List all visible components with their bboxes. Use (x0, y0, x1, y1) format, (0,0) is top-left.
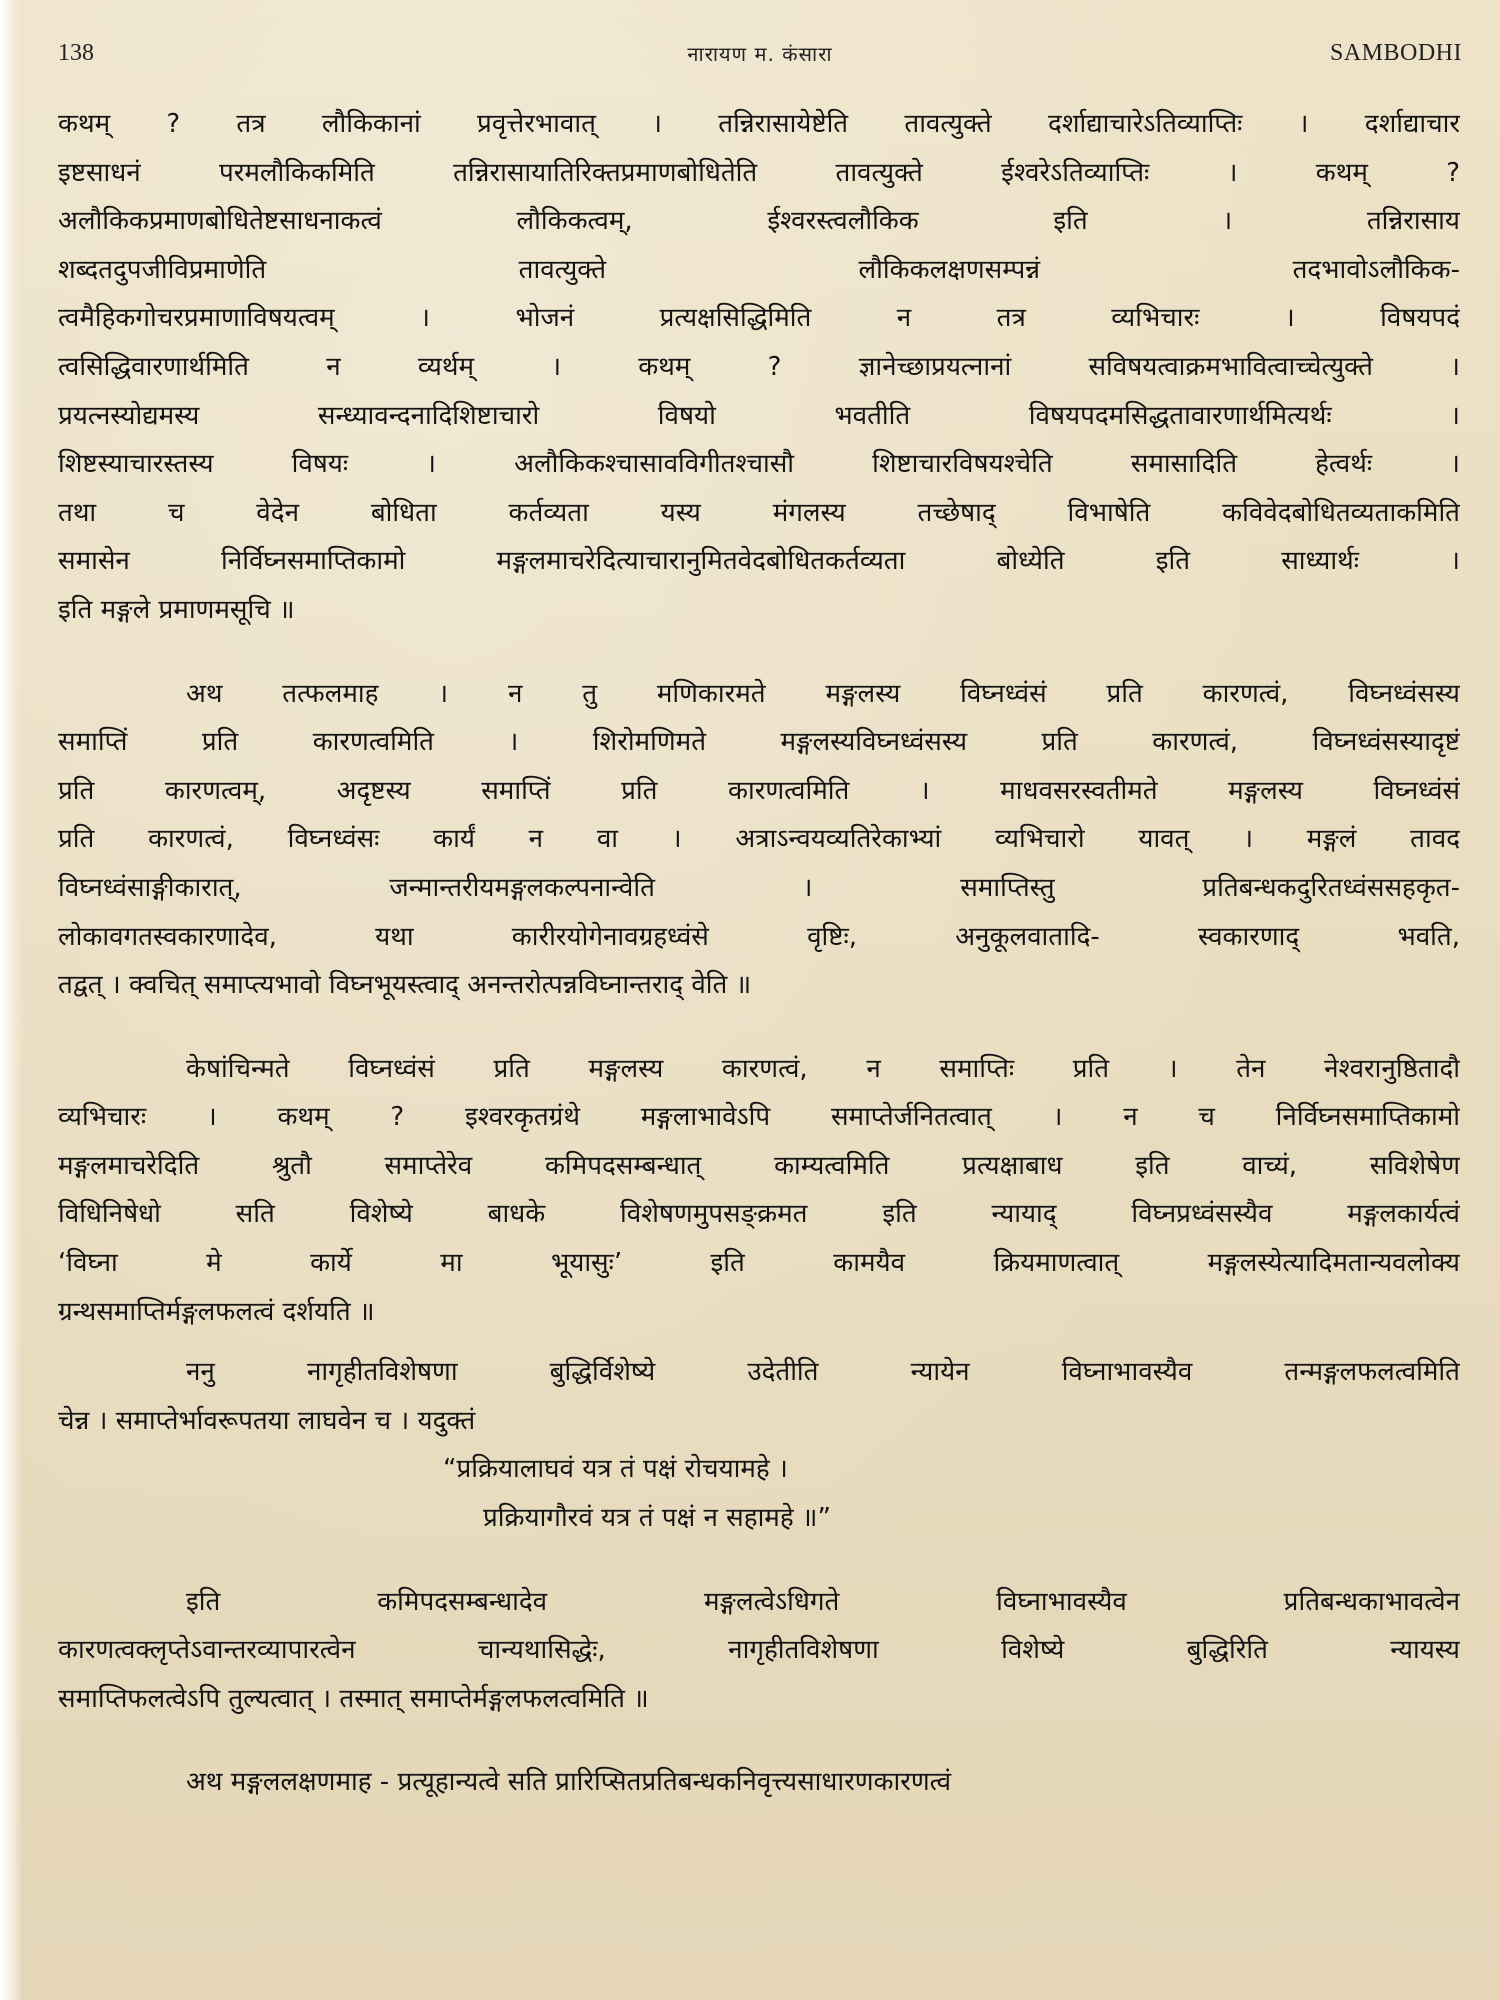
text-line: प्रति कारणत्वं, विघ्नध्वंसः कार्यं न वा । अत्राऽन्वयव्यतिरेकाभ्यां व्यभिचारो यावत् । मङ्गलं तावद (58, 824, 1460, 855)
journal-name: SAMBODHI (1329, 40, 1462, 66)
text-line: व्यभिचारः । कथम् ? इश्वरकृतग्रंथे मङ्गलाभावेऽपि समाप्तेर्जनितत्वात् । न च निर्विघ्नसमाप्तिकामो (58, 1102, 1460, 1133)
text-line: विघ्नध्वंसाङ्गीकारात्, जन्मान्तरीयमङ्गलकल्पनान्वेति । समाप्तिस्तु प्रतिबन्धकदुरितध्वंससहकृत- (58, 872, 1460, 903)
text-line: तथा च वेदेन बोधिता कर्तव्यता यस्य मंगलस्य तच्छेषाद् विभाषेति कविवेदबोधितव्यताकमिति (58, 497, 1460, 528)
page-number: 138 (58, 40, 94, 66)
text-line: कथम् ? तत्र लौकिकानां प्रवृत्तेरभावात् । तन्निरासायेष्टेति तावत्युक्ते दर्शाद्याचारेऽतिव्याप्तिः । दर्शाद्याचार (58, 109, 1460, 139)
verse-line: “प्रक्रियालाघवं यत्र तं पक्षं रोचयामहे । (443, 1454, 788, 1485)
paragraph-end-line: ग्रन्थसमाप्तिर्मङ्गलफलत्वं दर्शयति ॥ (58, 1296, 375, 1327)
text-line: शिष्टस्याचारस्तस्य विषयः । अलौकिकश्चासावविगीतश्चासौ शिष्टाचारविषयश्चेति समासादिति हेत्वर्थः । (58, 449, 1460, 480)
body-text (58, 100, 1460, 1807)
text-line: शब्दतदुपजीविप्रमाणेति तावत्युक्ते लौकिकलक्षणसम्पन्नं तदभावोऽलौकिक- (58, 254, 1460, 285)
text-line: अलौकिकप्रमाणबोधितेष्टसाधनाकत्वं लौकिकत्वम्, ईश्वरस्त्वलौकिक इति । तन्निरासाय (58, 206, 1460, 237)
paragraph-end-line: समाप्तिफलत्वेऽपि तुल्यत्वात् । तस्मात् समाप्तेर्मङ्गलफलत्वमिति ॥ (58, 1683, 649, 1714)
text-line: त्वसिद्धिवारणार्थमिति न व्यर्थम् । कथम् ? ज्ञानेच्छाप्रयत्नानां सविषयत्वाक्रमभावित्वाच्चेत्युक्ते । (58, 351, 1460, 382)
text-line: कारणत्वक्लृप्तेऽवान्तरव्यापारत्वेन चान्यथासिद्धेः, नागृहीतविशेषणा विशेष्ये बुद्धिरिति न्यायस्य (58, 1635, 1460, 1666)
text-line: विधिनिषेधो सति विशेष्ये बाधके विशेषणमुपसङ्क्रमत इति न्यायाद् विघ्नप्रध्वंसस्यैव मङ्गलकार्यत्वं (58, 1199, 1460, 1230)
paragraph-first-line: ननु नागृहीतविशेषणा बुद्धिर्विशेष्ये उदेतीति न्यायेन विघ्नाभावस्यैव तन्मङ्गलफलत्वमिति (186, 1357, 1460, 1388)
paragraph-end-line: इति मङ्गले प्रमाणमसूचि ॥ (58, 594, 295, 625)
paragraph-first-line: अथ मङ्गललक्षणमाह - प्रत्यूहान्यत्वे सति प्रारिप्सितप्रतिबन्धकनिवृत्त्यसाधारणकारणत्वं (186, 1767, 952, 1798)
paragraph-gap (58, 1543, 1460, 1578)
paragraph-gap (58, 1010, 1460, 1045)
paragraph-gap (58, 1723, 1460, 1758)
text-line: ‘विघ्ना मे कार्ये मा भूयासुः’ इति कामयैव क्रियमाणत्वात् मङ्गलस्येत्यादिमतान्यवलोक्य (58, 1248, 1460, 1279)
page-gutter (0, 0, 22, 2000)
paragraph-gap (58, 635, 1460, 670)
paragraph-end-line: तद्वत् । क्वचित् समाप्त्यभावो विघ्नभूयस्त्वाद् अनन्तरोत्पन्नविघ्नान्तराद् वेति ॥ (58, 970, 752, 1001)
text-line: लोकावगतस्वकारणादेव, यथा कारीरयोगेनावग्रहध्वंसे वृष्टिः, अनुकूलवातादि- स्वकारणाद् भवति, (58, 921, 1460, 952)
text-line: इष्टसाधनं परमलौकिकमिति तन्निरासायातिरिक्तप्रमाणबोधितेति तावत्युक्ते ईश्वरेऽतिव्याप्तिः । कथम् ? (58, 157, 1460, 188)
paragraph-first-line: केषांचिन्मते विघ्नध्वंसं प्रति मङ्गलस्य कारणत्वं, न समाप्तिः प्रति । तेन नेश्वरानुष्ठितादौ (186, 1053, 1460, 1084)
paragraph-gap (58, 1336, 1460, 1348)
text-line: समाप्तिं प्रति कारणत्वमिति । शिरोमणिमते मङ्गलस्यविघ्नध्वंसस्य प्रति कारणत्वं, विघ्नध्वंसस्यादृष्टं (58, 727, 1460, 758)
text-line: त्वमैहिकगोचरप्रमाणाविषयत्वम् । भोजनं प्रत्यक्षसिद्धिमिति न तत्र व्यभिचारः । विषयपदं (58, 303, 1460, 334)
text-line: चेन्न । समाप्तेर्भावरूपतया लाघवेन च । यदुक्तं (58, 1405, 476, 1436)
paragraph-first-line: अथ तत्फलमाह । न तु मणिकारमते मङ्गलस्य विघ्नध्वंसं प्रति कारणत्वं, विघ्नध्वंसस्य (186, 678, 1460, 709)
running-head-author: नारायण म. कंसारा (687, 42, 833, 66)
text-line: प्रति कारणत्वम्, अदृष्टस्य समाप्तिं प्रति कारणत्वमिति । माधवसरस्वतीमते मङ्गलस्य विघ्नध्वंसं (58, 775, 1460, 806)
text-line: प्रयत्नस्योद्यमस्य सन्ध्यावन्दनादिशिष्टाचारो विषयो भवतीति विषयपदमसिद्धतावारणार्थमित्यर्थः । (58, 400, 1460, 431)
text-line: मङ्गलमाचरेदिति श्रुतौ समाप्तेरेव कमिपदसम्बन्धात् काम्यत्वमिति प्रत्यक्षाबाध इति वाच्यं, सविशेषेण (58, 1150, 1460, 1181)
paragraph-first-line: इति कमिपदसम्बन्धादेव मङ्गलत्वेऽधिगते विघ्नाभावस्यैव प्रतिबन्धकाभावत्वेन (186, 1586, 1460, 1617)
verse-line: प्रक्रियागौरवं यत्र तं पक्षं न सहामहे ॥” (483, 1503, 831, 1534)
text-line: समासेन निर्विघ्नसमाप्तिकामो मङ्गलमाचरेदित्याचारानुमितवेदबोधितकर्तव्यता बोध्येति इति साध्यार्थः । (58, 546, 1460, 577)
page-header (58, 40, 1462, 80)
